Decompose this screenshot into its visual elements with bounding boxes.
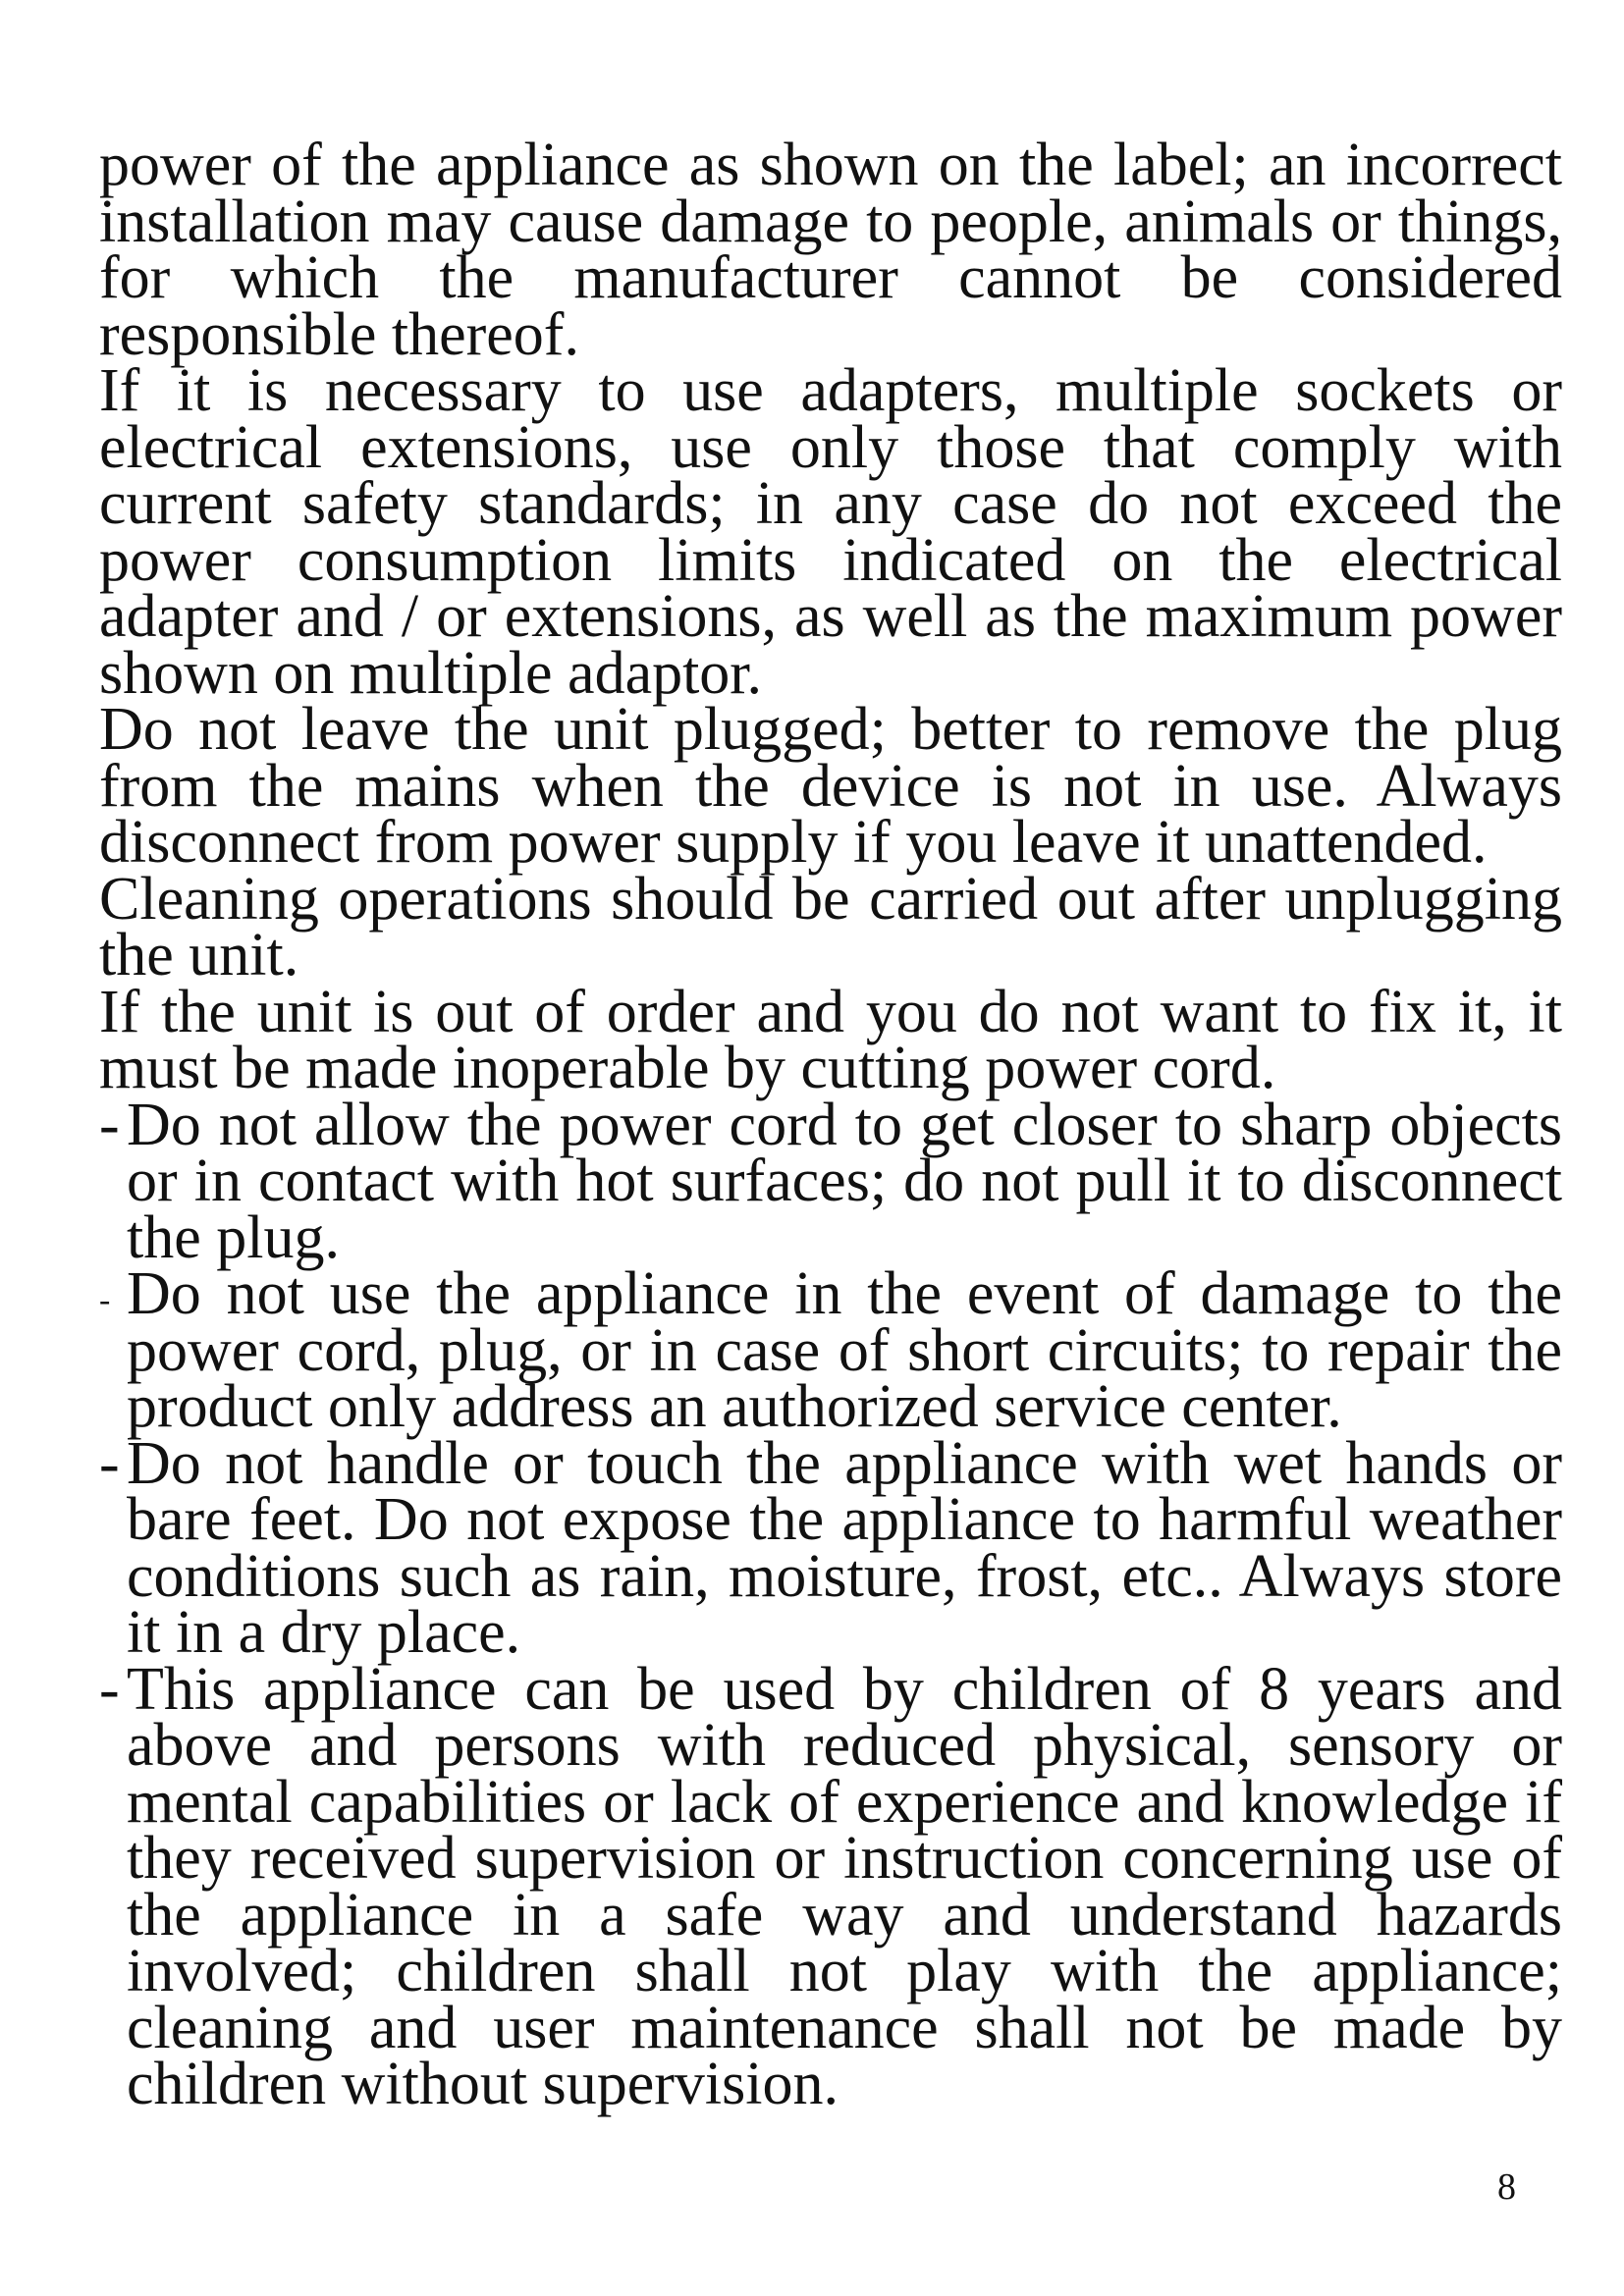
manual-page-body [99,132,1562,2117]
bullet-text: Do not allow the power cord to get closer to sharp objects or in contact with hot surfaces; do not pull it to disconnect the plug. [127,1091,1562,1271]
bullet-damage [99,1260,1562,1440]
bullet-dash: - [99,1655,120,1723]
bullet-dash: - [99,1429,120,1497]
paragraph-cleaning: Cleaning operations should be carried out after unplugging the unit. [99,865,1562,988]
bullet-wet-hands [99,1429,1562,1666]
bullet-text: This appliance can be used by children of 8 years and above and persons with reduced physical, sensory or mental capabilities or lack of experience and knowledge if they received supervision or instruction concerning use of the appliance in a safe way and understand hazards involved; children shall not play with the appliance; cleaning and user maintenance shall not be made by children without supervision. [127,1655,1562,2117]
paragraph-adapters: If it is necessary to use adapters, multiple sockets or electrical extensions, use only those that comply with current safety standards; in any case do not exceed the power consumption limits indicated on the electrical adapter and / or extensions, as well as the maximum power shown on multiple adaptor. [99,357,1562,707]
paragraph-out-of-order: If the unit is out of order and you do not want to fix it, it must be made inoperable by cutting power cord. [99,978,1562,1101]
bullet-dash: - [99,1091,120,1158]
bullet-text: Do not use the appliance in the event of damage to the power cord, plug, or in case of short circuits; to repair the product only address an authorized service center. [127,1260,1562,1440]
paragraph-unplug: Do not leave the unit plugged; better to remove the plug from the mains when the device is not in use. Always disconnect from power supply if you leave it unattended. [99,696,1562,876]
bullet-children [99,1655,1562,2117]
bullet-dash: - [99,1282,111,1318]
paragraph-power-label: power of the appliance as shown on the label; an incorrect installation may cause damage to people, animals or things, for which the manufacturer cannot be considered responsible thereof. [99,132,1562,368]
bullet-power-cord [99,1091,1562,1271]
bullet-text: Do not handle or touch the appliance with wet hands or bare feet. Do not expose the appliance to harmful weather conditions such as rain, moisture, frost, etc.. Always store it in a dry place. [127,1429,1562,1666]
page-number: 8 [1497,2166,1516,2208]
